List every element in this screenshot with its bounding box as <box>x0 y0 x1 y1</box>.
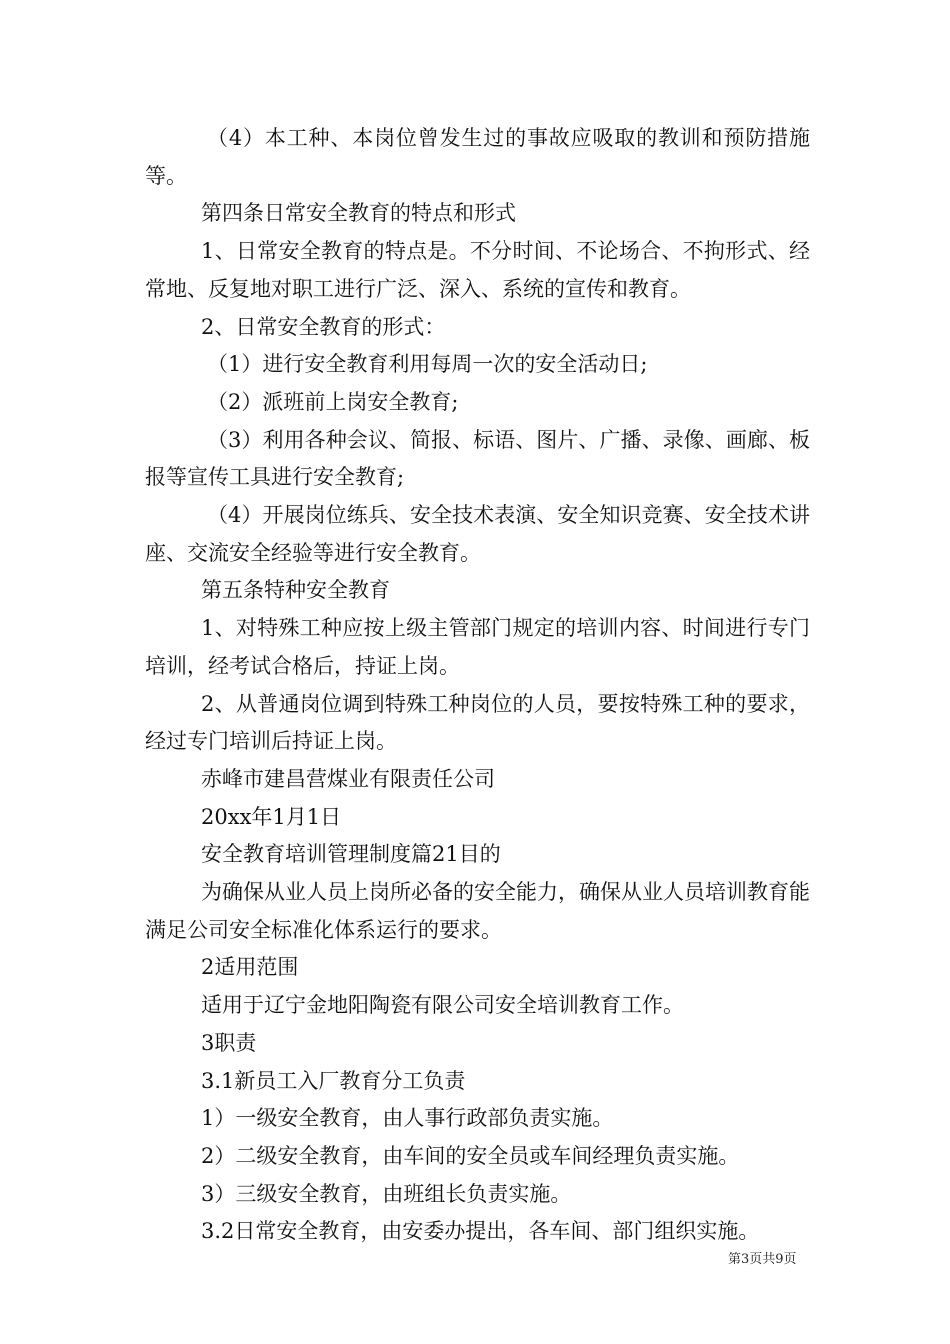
paragraph-daily-forms: 2、日常安全教育的形式： <box>201 314 446 339</box>
paragraph-form-4: （4）开展岗位练兵、安全技术表演、安全知识竞赛、安全技术讲座、交流安全经验等进行安全教育。 <box>145 503 810 565</box>
list-item-level-1: 1）一级安全教育，由人事行政部负责实施。 <box>201 1106 614 1131</box>
heading-article-5: 第五条特种安全教育 <box>201 578 390 603</box>
section-title-scope: 2适用范围 <box>201 955 299 980</box>
paragraph-form-2: （2）派班前上岗安全教育; <box>207 389 459 414</box>
subsection-daily-education: 3.2日常安全教育，由安委办提出，各车间、部门组织实施。 <box>201 1219 760 1244</box>
paragraph-purpose: 为确保从业人员上岗所必备的安全能力，确保从业人员培训教育能满足公司安全标准化体系运行的要求。 <box>145 880 810 942</box>
paragraph-scope: 适用于辽宁金地阳陶瓷有限公司安全培训教育工作。 <box>201 993 684 1018</box>
section-title-purpose: 安全教育培训管理制度篇21目的 <box>201 842 501 867</box>
list-item-level-2: 2）二级安全教育，由车间的安全员或车间经理负责实施。 <box>201 1143 740 1168</box>
paragraph-daily-features: 1、日常安全教育的特点是。不分时间、不论场合、不拘形式、经常地、反复地对职工进行广泛、深入、系统的宣传和教育。 <box>145 239 810 301</box>
heading-article-4: 第四条日常安全教育的特点和形式 <box>201 201 516 226</box>
document-body <box>145 120 810 1251</box>
paragraph-lesson-prevention: （4）本工种、本岗位曾发生过的事故应吸取的教训和预防措施等。 <box>145 126 810 188</box>
section-title-duties: 3职责 <box>201 1030 257 1055</box>
list-item-level-3: 3）三级安全教育，由班组长负责实施。 <box>201 1181 572 1206</box>
paragraph-form-3: （3）利用各种会议、简报、标语、图片、广播、录像、画廊、板报等宣传工具进行安全教育; <box>145 427 810 490</box>
paragraph-form-1: （1）进行安全教育利用每周一次的安全活动日; <box>207 352 648 377</box>
document-date: 20xx年1月1日 <box>201 804 342 829</box>
company-name: 赤峰市建昌营煤业有限责任公司 <box>201 766 495 791</box>
paragraph-special-1: 1、对特殊工种应按上级主管部门规定的培训内容、时间进行专门培训，经考试合格后，持证上岗。 <box>145 616 810 678</box>
subsection-new-employee: 3.1新员工入厂教育分工负责 <box>201 1068 466 1093</box>
paragraph-special-2: 2、从普通岗位调到特殊工种岗位的人员，要按特殊工种的要求，经过专门培训后持证上岗。 <box>145 691 810 754</box>
page-number: 第3页共9页 <box>728 1252 797 1267</box>
